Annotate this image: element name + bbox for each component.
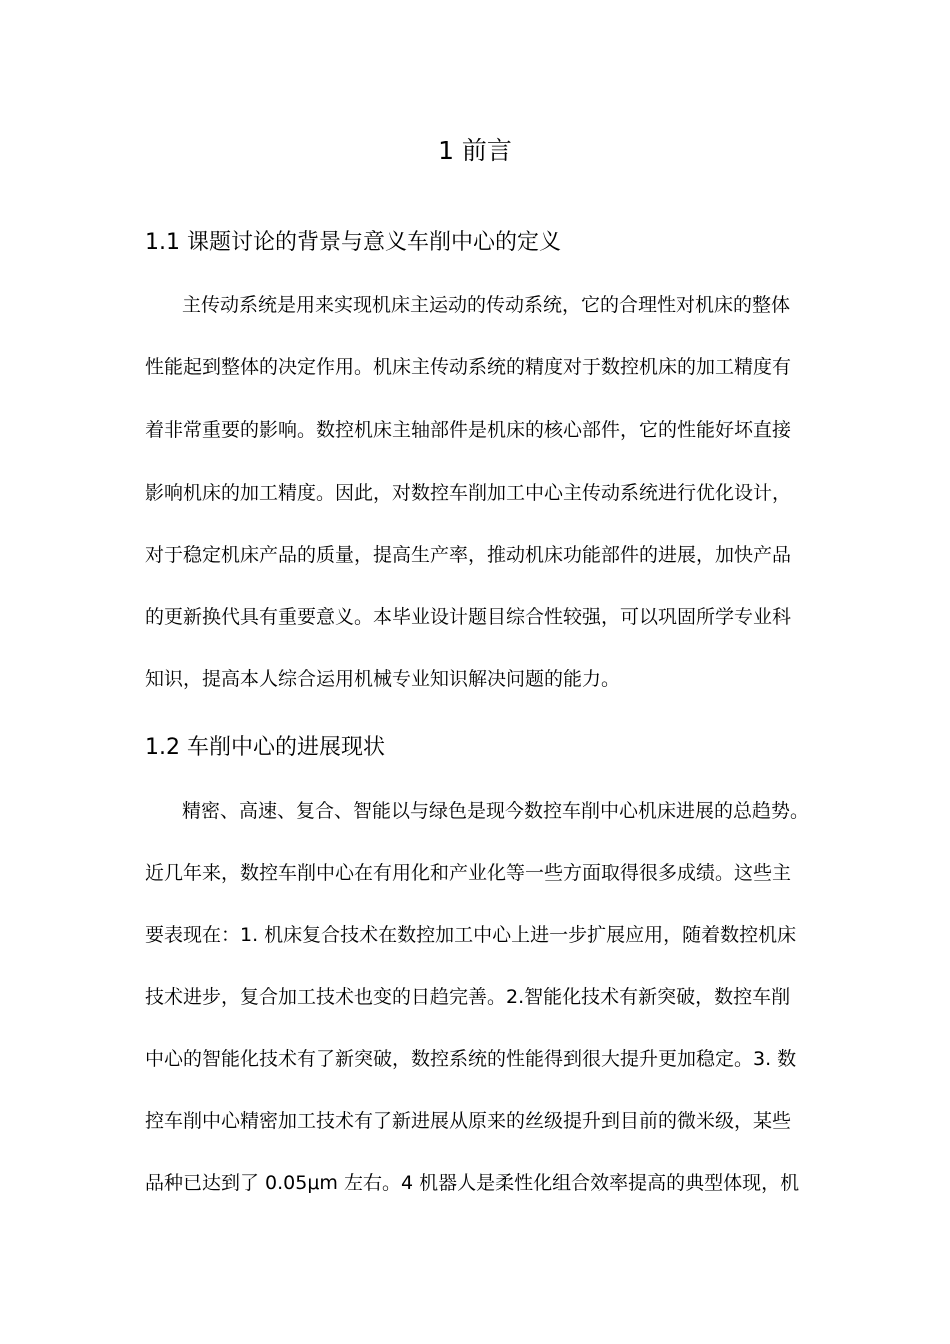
- paragraph-line: 对于稳定机床产品的质量，提高生产率，推动机床功能部件的进展，加快产品: [145, 544, 792, 566]
- paragraph-line: 的更新换代具有重要意义。本毕业设计题目综合性较强，可以巩固所学专业科: [145, 606, 792, 628]
- paragraph-line: 中心的智能化技术有了新突破，数控系统的性能得到很大提升更加稳定。3. 数: [145, 1048, 797, 1070]
- paragraph-line: 影响机床的加工精度。因此，对数控车削加工中心主传动系统进行优化设计，: [145, 482, 792, 504]
- paragraph-line: 品种已达到了 0.05μm 左右。4 机器人是柔性化组合效率提高的典型体现，机: [145, 1172, 800, 1194]
- paragraph-line: 控车削中心精密加工技术有了新进展从原来的丝级提升到目前的微米级，某些: [145, 1110, 792, 1132]
- paragraph-line: 知识，提高本人综合运用机械专业知识解决问题的能力。: [145, 668, 621, 690]
- paragraph-line: 技术进步，复合加工技术也变的日趋完善。2.智能化技术有新突破，数控车削: [145, 986, 791, 1008]
- section-heading-1-1: 1.1 课题讨论的背景与意义车削中心的定义: [145, 230, 561, 255]
- paragraph-line: 性能起到整体的决定作用。机床主传动系统的精度对于数控机床的加工精度有: [145, 356, 792, 378]
- paragraph-line: 要表现在：1. 机床复合技术在数控加工中心上进一步扩展应用，随着数控机床: [145, 924, 797, 946]
- paragraph-line: 精密、高速、复合、智能以与绿色是现今数控车削中心机床进展的总趋势。: [182, 800, 810, 822]
- chapter-title: 1 前言: [438, 136, 512, 165]
- paragraph-line: 着非常重要的影响。数控机床主轴部件是机床的核心部件，它的性能好坏直接: [145, 419, 792, 441]
- paragraph-line: 近几年来，数控车削中心在有用化和产业化等一些方面取得很多成绩。这些主: [145, 862, 792, 884]
- paragraph-line: 主传动系统是用来实现机床主运动的传动系统，它的合理性对机床的整体: [182, 294, 791, 316]
- section-heading-1-2: 1.2 车削中心的进展现状: [145, 735, 385, 760]
